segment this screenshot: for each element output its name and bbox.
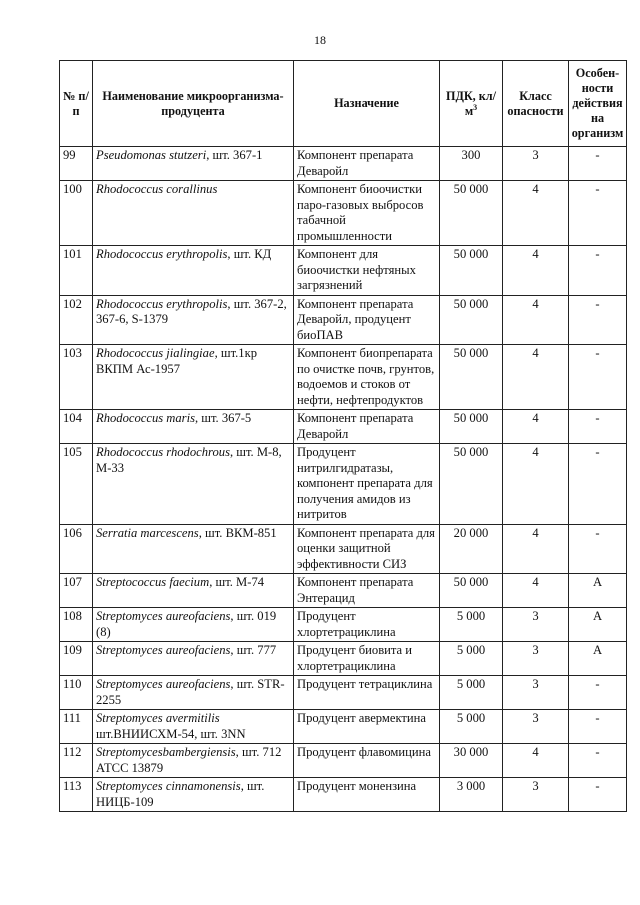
row-special: - — [569, 246, 627, 296]
row-hazard: 4 — [503, 345, 569, 410]
row-name — [93, 710, 294, 744]
header-pdk-sup: 3 — [473, 102, 478, 112]
row-hazard: 4 — [503, 744, 569, 778]
species-name: Streptomyces cinnamonensis — [96, 779, 241, 793]
species-name: Rhodococcus rhodochrous — [96, 445, 230, 459]
row-purpose: Продуцент биовита и хлортетрациклина — [294, 642, 440, 676]
header-special: Особен-ности действия на организм — [569, 61, 627, 147]
row-hazard: 3 — [503, 642, 569, 676]
row-name — [93, 345, 294, 410]
row-number: 106 — [60, 524, 93, 574]
row-hazard: 4 — [503, 246, 569, 296]
species-name: Serratia marcescens — [96, 525, 199, 540]
row-number: 99 — [60, 147, 93, 181]
row-name — [93, 778, 294, 812]
table-row — [60, 147, 627, 181]
row-name — [93, 246, 294, 296]
row-pdk: 50 000 — [440, 295, 503, 345]
header-pdk — [440, 61, 503, 147]
table-row — [60, 345, 627, 410]
species-name: Streptomyces aureofaciens — [96, 609, 231, 623]
row-purpose: Продуцент авермектина — [294, 710, 440, 744]
row-purpose: Продуцент монензина — [294, 778, 440, 812]
row-pdk: 50 000 — [440, 246, 503, 296]
table-row — [60, 710, 627, 744]
row-pdk: 300 — [440, 147, 503, 181]
row-pdk: 20 000 — [440, 524, 503, 574]
table-row — [60, 744, 627, 778]
row-special: А — [569, 574, 627, 608]
strain-name: , шт. STR-2255 — [96, 677, 285, 707]
species-name: Streptomyces aureofaciens — [96, 643, 231, 657]
row-hazard: 3 — [503, 676, 569, 710]
row-number: 107 — [60, 574, 93, 608]
table-row — [60, 642, 627, 676]
row-hazard: 3 — [503, 147, 569, 181]
row-special: - — [569, 345, 627, 410]
species-name: Pseudomonas stutzeri — [96, 148, 207, 162]
row-special: - — [569, 147, 627, 181]
row-pdk: 5 000 — [440, 608, 503, 642]
row-purpose: Компонент препарата для оценки защитной эффективности СИЗ — [294, 524, 440, 574]
row-name — [93, 410, 294, 444]
row-name — [93, 147, 294, 181]
row-number: 110 — [60, 676, 93, 710]
row-pdk: 5 000 — [440, 710, 503, 744]
row-pdk: 5 000 — [440, 676, 503, 710]
row-pdk: 50 000 — [440, 444, 503, 525]
species-name: Streptomyces avermitilis — [96, 711, 220, 725]
row-number: 102 — [60, 295, 93, 345]
row-name — [93, 608, 294, 642]
strain-name: , шт. 019 (8) — [96, 609, 277, 639]
row-purpose: Компонент для биоочистки нефтяных загрязнений — [294, 246, 440, 296]
strain-name: , шт. НИЦБ-109 — [96, 779, 265, 809]
row-hazard: 4 — [503, 410, 569, 444]
table-row — [60, 410, 627, 444]
table-header-row — [60, 61, 627, 147]
species-name: Streptomycesbambergiensis — [96, 745, 236, 759]
row-name — [93, 574, 294, 608]
row-special: - — [569, 744, 627, 778]
row-purpose: Продуцент нитрилгидратазы, компонент препарата для получения амидов из нитритов — [294, 444, 440, 525]
table-row — [60, 778, 627, 812]
row-hazard: 4 — [503, 181, 569, 246]
row-purpose: Компонент биопрепарата по очистке почв, грунтов, водоемов и стоков от нефти, нефтепродуктов — [294, 345, 440, 410]
table-row — [60, 444, 627, 525]
row-special: - — [569, 524, 627, 574]
strain-name: , шт. 777 — [230, 643, 277, 657]
table-row — [60, 181, 627, 246]
table-row — [60, 246, 627, 296]
row-hazard: 3 — [503, 778, 569, 812]
header-hazard: Класс опасности — [503, 61, 569, 147]
strain-name: , шт. 712 АТСС 13879 — [96, 745, 282, 775]
row-number: 101 — [60, 246, 93, 296]
row-special: А — [569, 608, 627, 642]
row-number: 104 — [60, 410, 93, 444]
row-pdk: 3 000 — [440, 778, 503, 812]
row-name — [93, 444, 294, 525]
row-special: - — [569, 181, 627, 246]
microorganism-table — [59, 60, 627, 812]
row-purpose: Продуцент хлортетрациклина — [294, 608, 440, 642]
table-row — [60, 676, 627, 710]
row-special: - — [569, 410, 627, 444]
row-purpose: Компонент препарата Деваройл — [294, 410, 440, 444]
row-number: 108 — [60, 608, 93, 642]
row-name — [93, 181, 294, 246]
strain-name: , шт. 367-5 — [195, 411, 252, 425]
table-body — [60, 147, 627, 812]
row-number: 113 — [60, 778, 93, 812]
species-name: Rhodococcus corallinus — [96, 182, 218, 196]
row-hazard: 3 — [503, 710, 569, 744]
row-number: 111 — [60, 710, 93, 744]
row-special: - — [569, 778, 627, 812]
row-pdk: 30 000 — [440, 744, 503, 778]
row-number: 105 — [60, 444, 93, 525]
strain-name: , шт. 367-1 — [206, 148, 263, 162]
strain-name: , шт. КД — [227, 247, 272, 261]
row-pdk: 50 000 — [440, 181, 503, 246]
header-name: Наименование микроорганизма-продуцента — [93, 61, 294, 147]
table-row — [60, 608, 627, 642]
species-name: Rhodococcus erythropolis — [96, 247, 228, 261]
row-number: 103 — [60, 345, 93, 410]
row-name — [93, 676, 294, 710]
row-number: 100 — [60, 181, 93, 246]
row-pdk: 50 000 — [440, 574, 503, 608]
table-row — [60, 574, 627, 608]
row-purpose: Продуцент флавомицина — [294, 744, 440, 778]
header-pdk-text: ПДК, кл/м — [445, 88, 497, 118]
row-name — [93, 524, 294, 574]
species-name: Streptomyces aureofaciens — [96, 677, 231, 691]
species-name: Rhodococcus jialingiae — [96, 346, 215, 360]
row-purpose: Компонент препарата Деваройл, продуцент биоПАВ — [294, 295, 440, 345]
strain-name: , шт. 367-2, 367-6, S-1379 — [96, 296, 287, 326]
row-pdk: 50 000 — [440, 410, 503, 444]
row-pdk: 50 000 — [440, 345, 503, 410]
table-row — [60, 295, 627, 345]
row-hazard: 3 — [503, 608, 569, 642]
strain-name: , шт. ВКМ-851 — [198, 525, 277, 540]
row-special: - — [569, 676, 627, 710]
row-pdk: 5 000 — [440, 642, 503, 676]
table-row — [60, 524, 627, 574]
row-number: 112 — [60, 744, 93, 778]
strain-name: , шт. М-74 — [209, 575, 265, 589]
species-name: Rhodococcus maris — [96, 411, 195, 425]
header-num: № п/п — [60, 61, 93, 147]
strain-name: , шт. М-8, М-33 — [96, 445, 282, 475]
species-name: Streptococcus faecium — [96, 575, 210, 589]
row-special: - — [569, 444, 627, 525]
row-number: 109 — [60, 642, 93, 676]
row-purpose: Компонент препарата Энтерацид — [294, 574, 440, 608]
row-name — [93, 295, 294, 345]
row-hazard: 4 — [503, 574, 569, 608]
row-purpose: Продуцент тетрациклина — [294, 676, 440, 710]
header-purpose: Назначение — [294, 61, 440, 147]
row-hazard: 4 — [503, 295, 569, 345]
row-hazard: 4 — [503, 524, 569, 574]
strain-name: , шт.1кр ВКПМ Ас-1957 — [96, 346, 257, 376]
row-special: - — [569, 710, 627, 744]
row-special: - — [569, 295, 627, 345]
row-purpose: Компонент биоочистки паро-газовых выбросов табачной промышленности — [294, 181, 440, 246]
page-number: 18 — [314, 33, 326, 47]
row-purpose: Компонент препарата Деваройл — [294, 147, 440, 181]
species-name: Rhodococcus erythropolis — [96, 296, 228, 311]
row-name — [93, 744, 294, 778]
row-special: А — [569, 642, 627, 676]
strain-name: шт.ВНИИСХМ-54, шт. 3NN — [96, 726, 246, 741]
row-name — [93, 642, 294, 676]
row-hazard: 4 — [503, 444, 569, 525]
